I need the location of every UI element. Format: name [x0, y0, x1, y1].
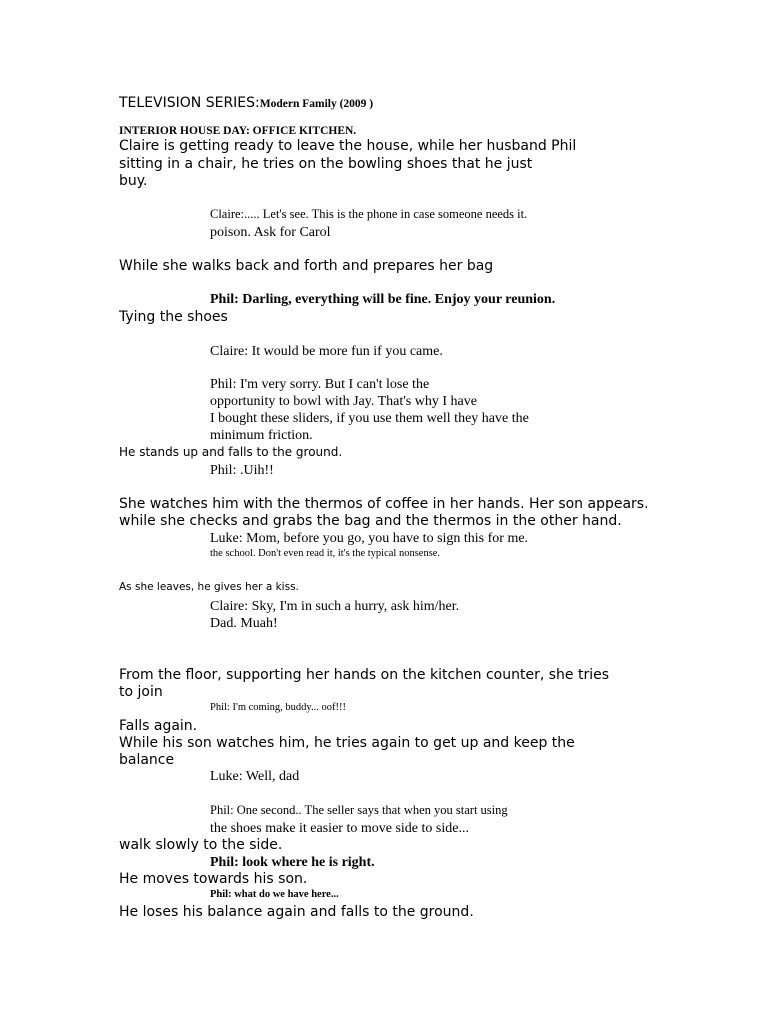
dialogue-line: Phil: I'm coming, buddy... oof!!!: [210, 702, 346, 713]
dialogue-line: Phil: .Uih!!: [210, 463, 274, 478]
dialogue-line: Phil: look where he is right.: [210, 855, 375, 870]
action-line: From the floor, supporting her hands on the kitchen counter, she tries: [119, 667, 610, 683]
action-line: buy.: [119, 173, 148, 189]
dialogue-line: Phil: One second.. The seller says that when you start using: [210, 803, 508, 817]
action-line: He stands up and falls to the ground.: [119, 445, 343, 459]
dialogue-line: Luke: Mom, before you go, you have to sign this for me.: [210, 531, 529, 546]
action-line: sitting in a chair, he tries on the bowling shoes that he just: [119, 156, 533, 172]
series-name: Modern Family (2009 ): [259, 98, 374, 110]
dialogue-line: Claire:..... Let's see. This is the phone in case someone needs it.: [210, 207, 528, 221]
action-line: She watches him with the thermos of coffee in her hands. Her son appears.: [119, 496, 649, 512]
action-line: Claire is getting ready to leave the house, while her husband Phil: [119, 138, 577, 154]
action-line: As she leaves, he gives her a kiss.: [119, 581, 299, 593]
action-line: balance: [119, 752, 175, 768]
action-line: to join: [119, 684, 163, 700]
action-line: Tying the shoes: [119, 309, 228, 325]
action-line: While his son watches him, he tries again to get up and keep the: [119, 735, 575, 751]
action-line: While she walks back and forth and prepares her bag: [119, 258, 494, 274]
dialogue-line: the school. Don't even read it, it's the typical nonsense.: [210, 548, 441, 559]
dialogue-line: Phil: I'm very sorry. But I can't lose the: [210, 377, 430, 392]
dialogue-line: Phil: what do we have here...: [210, 889, 339, 900]
dialogue-line: poison. Ask for Carol: [210, 225, 331, 240]
dialogue-line: Luke: Well, dad: [210, 769, 300, 784]
scene-heading: INTERIOR HOUSE DAY: OFFICE KITCHEN.: [119, 125, 357, 137]
dialogue-line: opportunity to bowl with Jay. That's why I have: [210, 394, 477, 409]
dialogue-line: Dad. Muah!: [210, 616, 278, 631]
action-line: Falls again.: [119, 718, 198, 734]
dialogue-line: I bought these sliders, if you use them well they have the: [210, 411, 529, 426]
dialogue-line: Phil: Darling, everything will be fine. Enjoy your reunion.: [210, 292, 556, 307]
action-line: while she checks and grabs the bag and the thermos in the other hand.: [119, 513, 622, 529]
dialogue-line: minimum friction.: [210, 428, 313, 443]
dialogue-line: the shoes make it easier to move side to side...: [210, 821, 469, 836]
series-label: TELEVISION SERIES:: [119, 95, 260, 111]
action-line: He loses his balance again and falls to the ground.: [119, 904, 474, 920]
action-line: walk slowly to the side.: [119, 837, 283, 853]
action-line: He moves towards his son.: [119, 871, 308, 887]
dialogue-line: Claire: It would be more fun if you came.: [210, 344, 443, 359]
document-title: [119, 94, 373, 112]
dialogue-line: Claire: Sky, I'm in such a hurry, ask him/her.: [210, 599, 460, 614]
